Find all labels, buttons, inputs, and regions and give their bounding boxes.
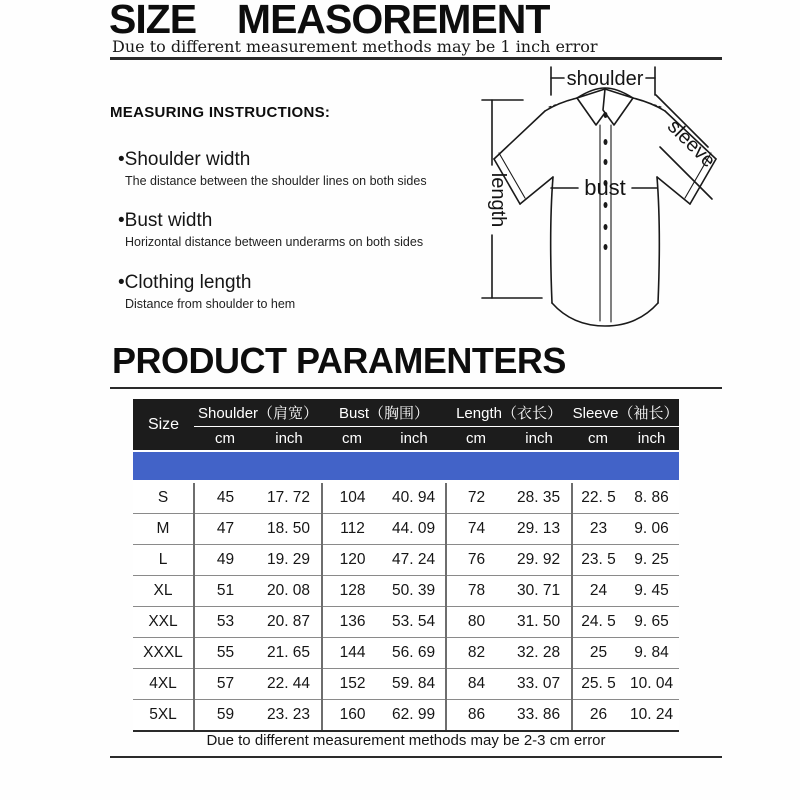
instruction-desc: The distance between the shoulder lines on both sides xyxy=(125,174,427,188)
value-cell: 31. 50 xyxy=(506,607,572,638)
unit-header-inch: inch xyxy=(506,427,572,452)
bullet-icon: • xyxy=(118,272,125,293)
value-cell: 128 xyxy=(322,576,382,607)
value-cell: 17. 72 xyxy=(256,482,322,514)
page-title: SIZE MEASOREMENT xyxy=(109,0,550,42)
value-cell: 49 xyxy=(194,545,256,576)
instruction-item-length xyxy=(118,272,295,311)
size-cell: XXL xyxy=(133,607,194,638)
value-cell: 40. 94 xyxy=(382,482,446,514)
value-cell: 23. 23 xyxy=(256,700,322,732)
instruction-item-shoulder xyxy=(118,149,427,188)
instruction-desc: Horizontal distance between underarms on both sides xyxy=(125,235,424,249)
value-cell: 33. 86 xyxy=(506,700,572,732)
table-row xyxy=(133,638,679,669)
instructions-heading: MEASURING INSTRUCTIONS: xyxy=(110,104,331,121)
value-cell: 26 xyxy=(572,700,624,732)
value-cell: 9. 45 xyxy=(624,576,679,607)
unit-header-cm: cm xyxy=(322,427,382,452)
value-cell: 22. 5 xyxy=(572,482,624,514)
size-cell: 5XL xyxy=(133,700,194,732)
value-cell: 120 xyxy=(322,545,382,576)
accent-band xyxy=(133,451,679,482)
value-cell: 47 xyxy=(194,514,256,545)
value-cell: 72 xyxy=(446,482,506,514)
value-cell: 80 xyxy=(446,607,506,638)
instruction-term-text: Clothing length xyxy=(124,272,252,293)
table-row xyxy=(133,514,679,545)
value-cell: 28. 35 xyxy=(506,482,572,514)
table-row xyxy=(133,700,679,732)
table-row xyxy=(133,482,679,514)
shoulder-label: shoulder xyxy=(566,68,644,90)
value-cell: 59 xyxy=(194,700,256,732)
value-cell: 82 xyxy=(446,638,506,669)
col-header-size: Size xyxy=(133,399,194,451)
value-cell: 84 xyxy=(446,669,506,700)
value-cell: 30. 71 xyxy=(506,576,572,607)
value-cell: 22. 44 xyxy=(256,669,322,700)
col-header-length: Length（衣长） xyxy=(446,399,572,427)
table-row xyxy=(133,669,679,700)
value-cell: 57 xyxy=(194,669,256,700)
value-cell: 144 xyxy=(322,638,382,669)
table-row xyxy=(133,576,679,607)
value-cell: 29. 92 xyxy=(506,545,572,576)
shirt-measurement-diagram xyxy=(450,55,760,350)
value-cell: 152 xyxy=(322,669,382,700)
unit-header-inch: inch xyxy=(382,427,446,452)
value-cell: 53. 54 xyxy=(382,607,446,638)
unit-header-inch: inch xyxy=(256,427,322,452)
value-cell: 74 xyxy=(446,514,506,545)
value-cell: 45 xyxy=(194,482,256,514)
unit-header-cm: cm xyxy=(446,427,506,452)
col-header-shoulder: Shoulder（肩宽） xyxy=(194,399,322,427)
value-cell: 112 xyxy=(322,514,382,545)
size-table xyxy=(133,399,679,732)
value-cell: 32. 28 xyxy=(506,638,572,669)
value-cell: 8. 86 xyxy=(624,482,679,514)
value-cell: 56. 69 xyxy=(382,638,446,669)
size-cell: L xyxy=(133,545,194,576)
size-table-header xyxy=(133,399,679,482)
table-row xyxy=(133,607,679,638)
table-note: Due to different measurement methods may be 2-3 cm error xyxy=(206,732,606,749)
value-cell: 25. 5 xyxy=(572,669,624,700)
value-cell: 53 xyxy=(194,607,256,638)
value-cell: 19. 29 xyxy=(256,545,322,576)
value-cell: 55 xyxy=(194,638,256,669)
value-cell: 10. 24 xyxy=(624,700,679,732)
value-cell: 9. 25 xyxy=(624,545,679,576)
col-header-sleeve: Sleeve（袖长） xyxy=(572,399,679,427)
value-cell: 50. 39 xyxy=(382,576,446,607)
instruction-term-text: Bust width xyxy=(124,210,213,231)
shirt-diagram-svg xyxy=(450,55,760,345)
value-cell: 76 xyxy=(446,545,506,576)
value-cell: 47. 24 xyxy=(382,545,446,576)
unit-header-cm: cm xyxy=(194,427,256,452)
divider-bottom xyxy=(110,756,722,758)
value-cell: 59. 84 xyxy=(382,669,446,700)
unit-header-inch: inch xyxy=(624,427,679,452)
parameters-heading: PRODUCT PARAMENTERS xyxy=(112,340,566,381)
value-cell: 25 xyxy=(572,638,624,669)
page-subtitle: Due to different measurement methods may be 1 inch error xyxy=(112,37,598,56)
instruction-desc: Distance from shoulder to hem xyxy=(125,297,296,311)
divider-middle xyxy=(110,387,722,389)
value-cell: 23 xyxy=(572,514,624,545)
value-cell: 86 xyxy=(446,700,506,732)
value-cell: 44. 09 xyxy=(382,514,446,545)
value-cell: 29. 13 xyxy=(506,514,572,545)
value-cell: 9. 84 xyxy=(624,638,679,669)
col-header-bust: Bust（胸围） xyxy=(322,399,446,427)
size-cell: 4XL xyxy=(133,669,194,700)
value-cell: 104 xyxy=(322,482,382,514)
value-cell: 51 xyxy=(194,576,256,607)
value-cell: 24 xyxy=(572,576,624,607)
size-cell: XXXL xyxy=(133,638,194,669)
table-row xyxy=(133,545,679,576)
value-cell: 160 xyxy=(322,700,382,732)
value-cell: 20. 87 xyxy=(256,607,322,638)
instruction-term xyxy=(118,210,423,232)
value-cell: 62. 99 xyxy=(382,700,446,732)
sleeve-label: sleeve xyxy=(663,115,720,172)
value-cell: 78 xyxy=(446,576,506,607)
value-cell: 10. 04 xyxy=(624,669,679,700)
instruction-term xyxy=(118,272,295,294)
instruction-term-text: Shoulder width xyxy=(124,149,251,170)
instruction-term xyxy=(118,149,427,171)
unit-header-cm: cm xyxy=(572,427,624,452)
bullet-icon: • xyxy=(118,210,125,231)
bullet-icon: • xyxy=(118,149,125,170)
bust-label: bust xyxy=(584,175,626,200)
size-cell: S xyxy=(133,482,194,514)
instruction-item-bust xyxy=(118,210,423,249)
value-cell: 23. 5 xyxy=(572,545,624,576)
value-cell: 136 xyxy=(322,607,382,638)
size-cell: XL xyxy=(133,576,194,607)
value-cell: 21. 65 xyxy=(256,638,322,669)
value-cell: 9. 06 xyxy=(624,514,679,545)
value-cell: 24. 5 xyxy=(572,607,624,638)
value-cell: 18. 50 xyxy=(256,514,322,545)
length-label: length xyxy=(487,172,509,228)
value-cell: 9. 65 xyxy=(624,607,679,638)
value-cell: 20. 08 xyxy=(256,576,322,607)
size-cell: M xyxy=(133,514,194,545)
value-cell: 33. 07 xyxy=(506,669,572,700)
size-table-body xyxy=(133,482,679,732)
